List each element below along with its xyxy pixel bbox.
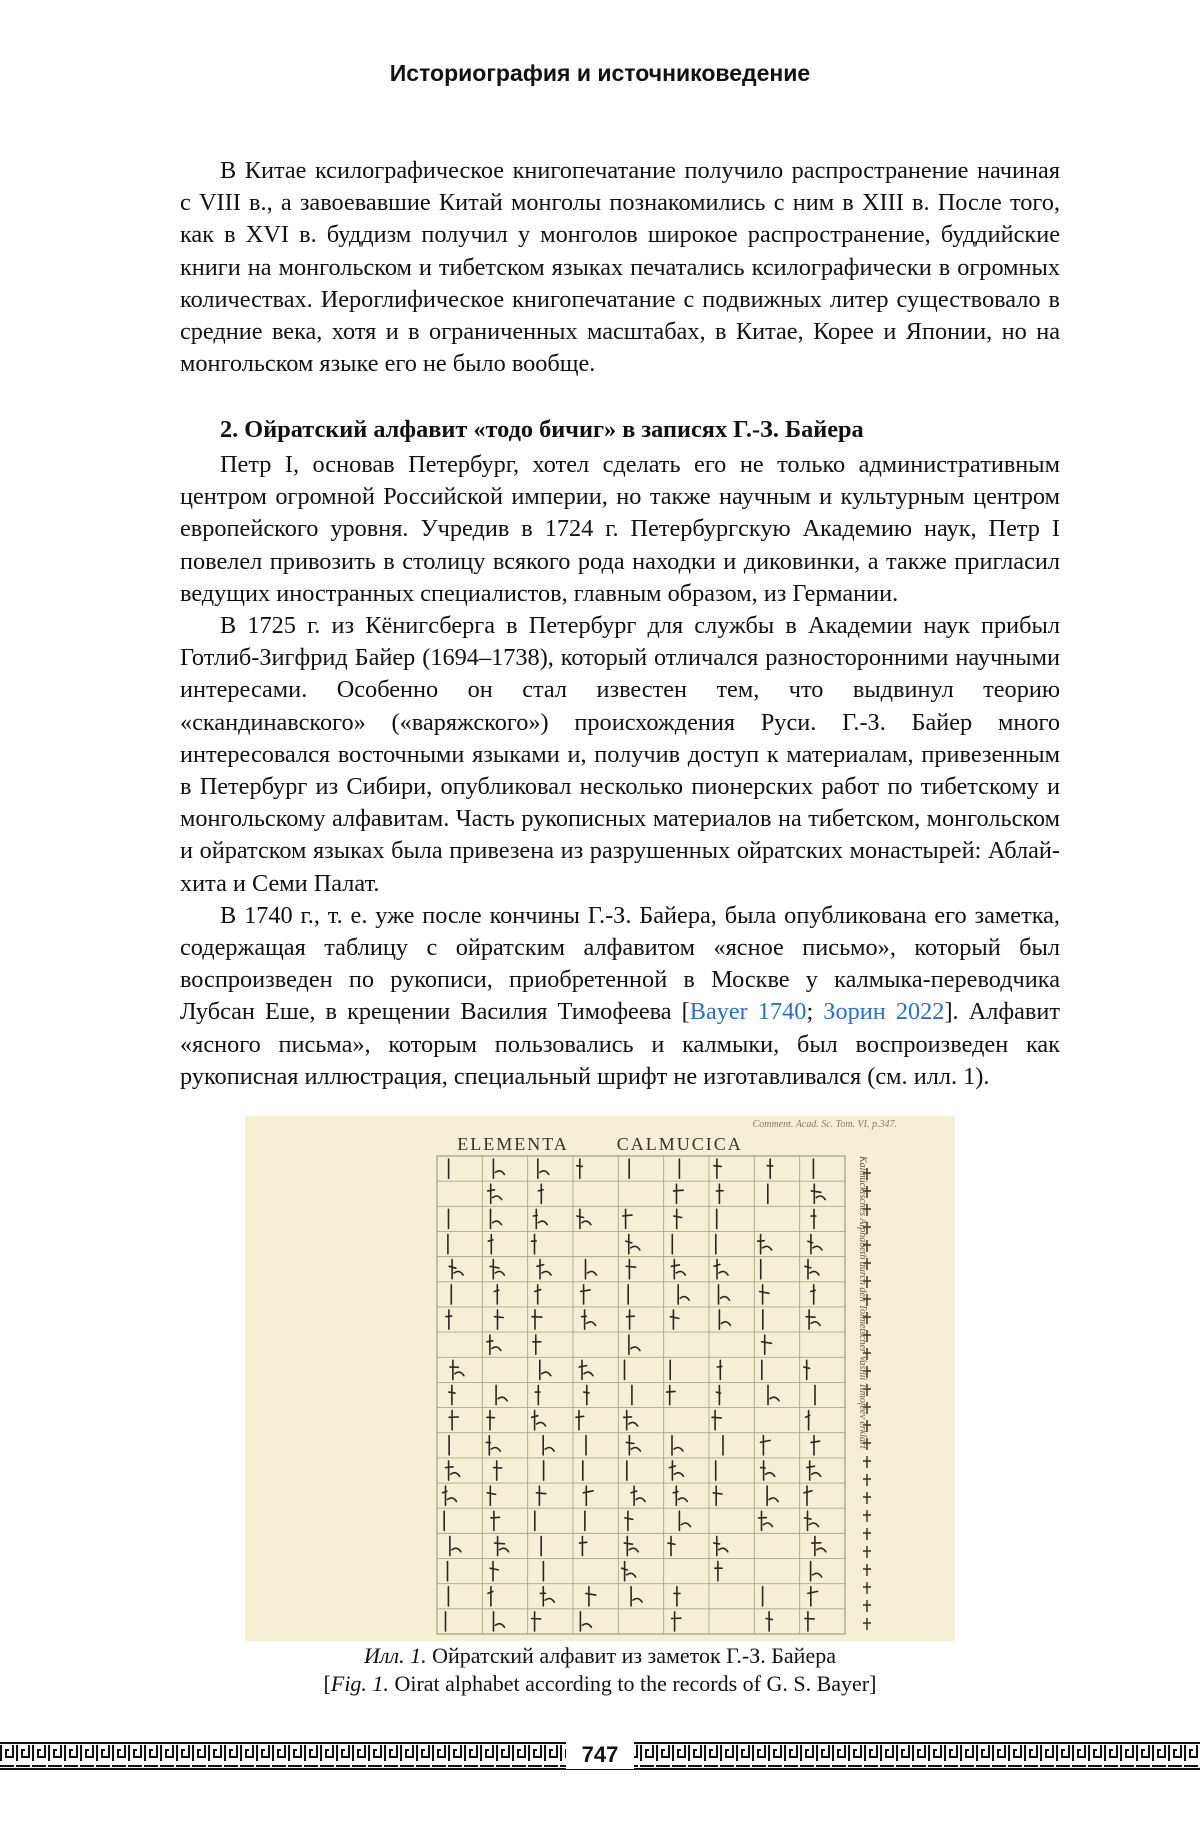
glyph-stroke — [712, 1411, 721, 1430]
glyph-stroke — [622, 1562, 636, 1581]
glyph-stroke — [496, 1385, 507, 1404]
glyph-stroke — [714, 1260, 728, 1279]
glyph-stroke — [719, 1310, 730, 1329]
glyph-stroke — [624, 1536, 638, 1555]
glyph-stroke — [532, 1411, 546, 1430]
figure-table-title — [245, 1134, 955, 1155]
glyph-stroke — [488, 1184, 502, 1203]
glyph-stroke — [446, 1310, 452, 1329]
figure-oirat-alphabet — [245, 1116, 955, 1641]
glyph-stroke — [487, 1335, 501, 1354]
glyph-stroke — [533, 1335, 541, 1354]
glyph-stroke — [804, 1486, 812, 1505]
glyph-stroke — [532, 1310, 542, 1329]
glyph-stroke — [674, 1209, 682, 1228]
glyph-stroke — [495, 1310, 504, 1329]
glyph-stroke — [626, 1235, 640, 1254]
glyph-stroke — [625, 1511, 633, 1530]
paragraph-text: В Китае ксилографическое книгопечатание получило распространение начиная с VIII в., а завоевавшие Китай монголы познакомились с ним в XIII в. После того, как в XVI в. буддизм получил у монголов широкое распространение, буддийские книги на монгольском и тибетском языках печатались ксилографически в огромных количествах. Иероглифическое книгопечатание с подвижных литер существовало в средние века, хотя и в ограниченных масштабах, в Китае, Корее и Японии, но на монгольском языке его не было вообще. — [180, 157, 1060, 378]
glyph-stroke — [805, 1511, 819, 1530]
glyph-stroke — [490, 1260, 504, 1279]
glyph-stroke — [449, 1411, 458, 1430]
glyph-stroke — [762, 1335, 772, 1354]
glyph-stroke — [494, 1285, 499, 1304]
glyph-stroke — [811, 1562, 822, 1581]
page-number: 747 — [566, 1741, 634, 1769]
glyph-stroke — [716, 1385, 720, 1404]
glyph-stroke — [579, 1536, 586, 1555]
paragraph-peter: Петр I, основав Петербург, хотел сделать его не только административным центром огромной Российской империи, но также научным и культурным центром европейского уровня. Учредив в 1724 г. Петербургскую Академию наук, Петр I повелел привозить в столицу всякого рода находки и диковинки, а также пригласил ведущих иностранных специалистов, главным образом, из Германии. — [180, 451, 1060, 607]
caption-en-open: [ — [323, 1671, 331, 1696]
glyph-stroke — [631, 1486, 645, 1505]
glyph-stroke — [674, 1587, 680, 1606]
glyph-stroke — [760, 1436, 770, 1455]
glyph-stroke — [626, 1260, 635, 1279]
glyph-stroke — [758, 1235, 772, 1254]
caption-en-label: Fig. 1. — [330, 1671, 389, 1696]
glyph-stroke — [538, 1184, 543, 1203]
glyph-stroke — [667, 1385, 675, 1404]
glyph-stroke — [761, 1461, 775, 1480]
glyph-stroke — [767, 1159, 772, 1178]
figure-caption-ru — [0, 1643, 1200, 1669]
glyph-stroke — [811, 1436, 820, 1455]
glyph-stroke — [805, 1612, 814, 1631]
glyph-stroke — [450, 1360, 464, 1379]
paragraph-bayer: В 1725 г. из Кёнигсберга в Петербург для службы в Академии наук прибыл Готлиб-Зигфрид Байер (1694–1738), который отличался разносторонними научными интересами. Особенно он стал известен тем, что выдвинул теорию «скандинавского» («варяжского») происхождения Руси. Г.-З. Байер много интересовался восточными языками и, получив доступ к материалам, привезенным в Петербург из Сибири, опубликовал несколько пионерских работ по тибетскому и монгольскому алфавитам. Часть рукописных материалов на тибетском, монгольском и ойратском языках была привезена из разрушенных ойратских монастырей: Аблай-хита и Семи Палат. — [180, 612, 1060, 897]
glyph-stroke — [671, 1260, 685, 1279]
glyph-stroke — [581, 1285, 590, 1304]
glyph-stroke — [627, 1310, 635, 1329]
glyph-stroke — [576, 1411, 584, 1430]
figure-title-right: CALMUCICA — [616, 1134, 743, 1154]
glyph-stroke — [715, 1562, 722, 1581]
glyph-stroke — [631, 1587, 642, 1606]
glyph-stroke — [582, 1310, 596, 1329]
glyph-stroke — [669, 1461, 683, 1480]
glyph-stroke — [579, 1360, 593, 1379]
glyph-stroke — [586, 1260, 597, 1279]
paragraph-xylography — [180, 155, 1060, 380]
citation-zorin-2022[interactable]: Зорин 2022 — [823, 998, 945, 1026]
glyph-stroke — [488, 1235, 493, 1254]
glyph-stroke — [490, 1562, 498, 1581]
glyph-stroke — [811, 1209, 816, 1228]
glyph-stroke — [759, 1511, 773, 1530]
glyph-stroke — [446, 1461, 460, 1480]
glyph-stroke — [583, 1486, 593, 1505]
glyph-stroke — [629, 1335, 640, 1354]
glyph-stroke — [805, 1260, 819, 1279]
glyph-stroke — [540, 1360, 551, 1379]
glyph-stroke — [623, 1209, 632, 1228]
glyph-stroke — [668, 1536, 675, 1555]
glyph-stroke — [717, 1360, 722, 1379]
glyph-stroke — [495, 1536, 509, 1555]
glyph-stroke — [533, 1209, 547, 1228]
glyph-stroke — [679, 1511, 690, 1530]
glyph-stroke — [674, 1184, 684, 1203]
glyph-stroke — [719, 1285, 730, 1304]
glyph-stroke — [807, 1461, 821, 1480]
glyph-stroke — [443, 1486, 457, 1505]
glyph-stroke — [488, 1587, 493, 1606]
caption-en-text: Oirat alphabet according to the records of G. S. Bayer] — [388, 1671, 877, 1696]
glyph-stroke — [584, 1385, 589, 1404]
paragraph-1740-b: ]. Алфавит «ясного письма», которым пользовались и калмыки, был воспроизведен как рукописная иллюстрация, специальный шрифт не изготавливался (см. илл. 1). — [180, 998, 1060, 1090]
glyph-stroke — [449, 1260, 463, 1279]
glyph-stroke — [670, 1310, 679, 1329]
glyph-stroke — [714, 1159, 721, 1178]
table-frame — [437, 1156, 845, 1634]
glyph-stroke — [811, 1184, 825, 1203]
glyph-stroke — [487, 1486, 495, 1505]
glyph-stroke — [540, 1587, 554, 1606]
glyph-stroke — [449, 1385, 455, 1404]
glyph-stroke — [487, 1411, 494, 1430]
glyph-stroke — [536, 1486, 545, 1505]
glyph-stroke — [767, 1486, 778, 1505]
glyph-stroke — [673, 1486, 687, 1505]
glyph-stroke — [768, 1385, 779, 1404]
glyph-stroke — [494, 1461, 502, 1480]
glyph-stroke — [493, 1159, 504, 1178]
paragraph-1740 — [180, 900, 1060, 1093]
glyph-stroke — [804, 1360, 810, 1379]
glyph-stroke — [714, 1536, 728, 1555]
glyph-stroke — [537, 1260, 551, 1279]
glyph-stroke — [535, 1385, 540, 1404]
figure-source-note: Comment. Acad. Sc. Tom. VI. p.347. — [752, 1119, 897, 1130]
glyph-stroke — [760, 1285, 769, 1304]
citation-separator: ; — [806, 998, 824, 1026]
glyph-stroke — [812, 1536, 826, 1555]
glyph-stroke — [543, 1436, 554, 1455]
glyph-stroke — [538, 1159, 549, 1178]
glyph-stroke — [532, 1612, 541, 1631]
glyph-stroke — [672, 1612, 681, 1631]
glyph-stroke — [532, 1235, 537, 1254]
glyph-stroke — [494, 1612, 505, 1631]
glyph-stroke — [450, 1536, 461, 1555]
glyph-stroke — [491, 1209, 502, 1228]
section-heading: 2. Ойратский алфавит «тодо бичиг» в записях Г.-З. Байера — [220, 416, 864, 443]
caption-ru-text: Ойратский алфавит из заметок Г.-З. Байера — [426, 1643, 836, 1668]
glyph-stroke — [716, 1184, 723, 1203]
glyph-stroke — [577, 1159, 582, 1178]
glyph-stroke — [806, 1310, 820, 1329]
glyph-stroke — [811, 1285, 816, 1304]
figure-title-left: ELEMENTA — [457, 1134, 569, 1154]
glyph-stroke — [577, 1209, 591, 1228]
glyph-stroke — [586, 1587, 596, 1606]
figure-vertical-text: Kalmückisches Alphabeth durch den Tolmetscher Vasilii Timofeev erklärt — [857, 1156, 868, 1449]
glyph-stroke — [491, 1511, 500, 1530]
glyph-stroke — [672, 1436, 683, 1455]
glyph-stroke — [535, 1285, 541, 1304]
caption-ru-label: Илл. 1. — [364, 1643, 427, 1668]
glyph-stroke — [806, 1411, 810, 1430]
glyph-stroke — [624, 1411, 638, 1430]
glyph-stroke — [713, 1486, 722, 1505]
paragraph-1740-a: В 1740 г., т. е. уже после кончины Г.-З. Байера, была опубликована его заметка, содержащая таблицу с ойратским алфавитом «ясное письмо», который был воспроизведен по рукописи, приобретенной в Москве у калмыка-переводчика Лубсан Еше, в крещении Василия Тимофеева [ — [180, 901, 1060, 1026]
glyph-stroke — [808, 1587, 818, 1606]
glyph-stroke — [678, 1285, 689, 1304]
glyph-stroke — [766, 1612, 772, 1631]
glyph-stroke — [580, 1612, 591, 1631]
glyph-stroke — [626, 1436, 640, 1455]
glyph-stroke — [808, 1235, 822, 1254]
body-section-2 — [180, 449, 1060, 1093]
running-title: Историография и источниковедение — [389, 60, 811, 86]
figure-caption-en — [0, 1671, 1200, 1697]
citation-bayer-1740[interactable]: Bayer 1740 — [689, 998, 807, 1026]
glyph-stroke — [486, 1436, 500, 1455]
